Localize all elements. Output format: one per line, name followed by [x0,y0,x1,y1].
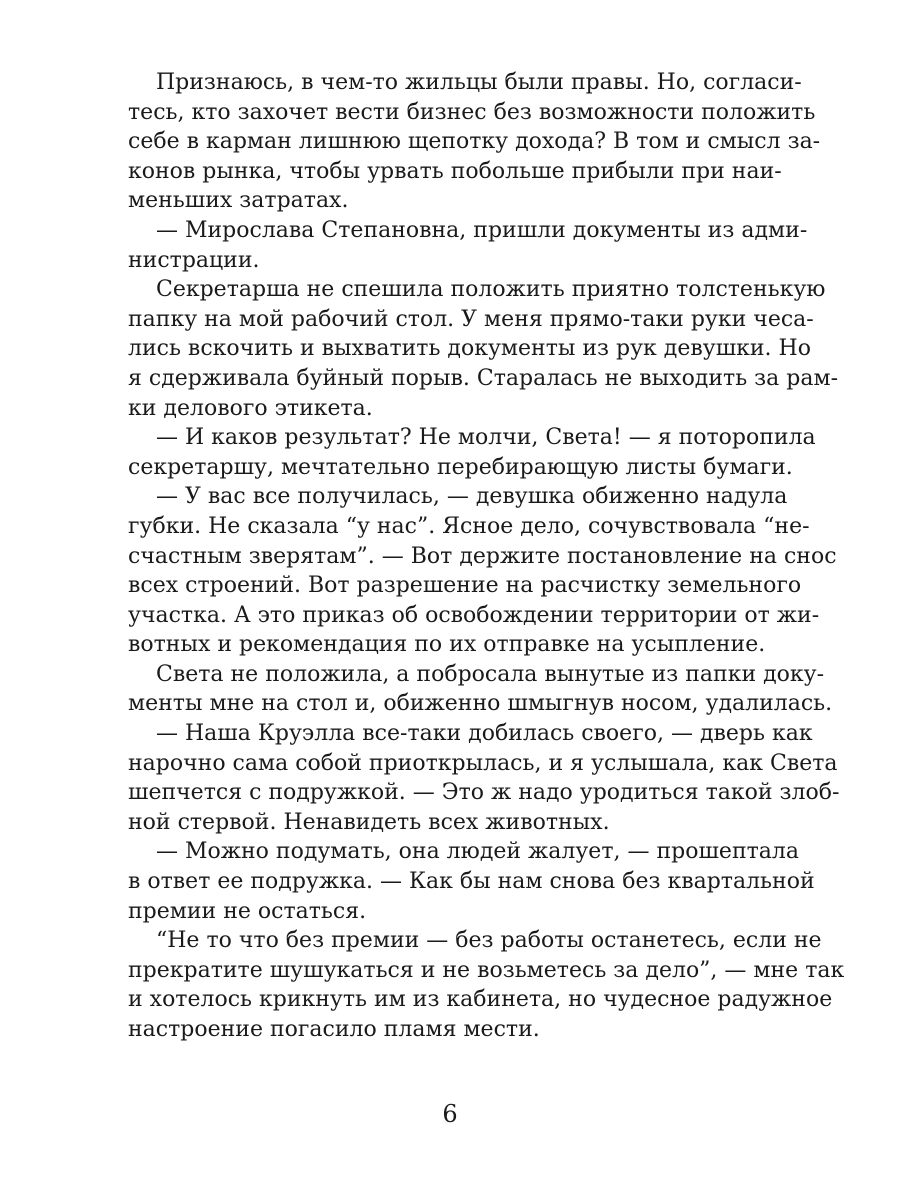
paragraph [128,837,815,926]
text-line: настроение погасило пламя мести. [128,1017,540,1042]
text-line: — У вас все получилась, — девушка обиженно надула [156,484,788,510]
text-line: — Мирослава Степановна, пришли документы из адми- [156,217,808,243]
text-line: “Не то что без премии — без работы останетесь, если не [156,928,822,954]
text-line: участка. А это приказ об освобождении территории от жи- [128,602,820,628]
text-line: всех строений. Вот разрешение на расчистку земельного [128,573,802,599]
text-line: Признаюсь, в чем-то жильцы были правы. Но, согласи- [156,70,802,95]
paragraph [128,68,821,216]
text-line: — Наша Круэлла все-таки добилась своего, — дверь как [156,721,813,747]
text-line: Света не положила, а побросала вынутые из папки доку- [156,661,825,687]
text-line: нистрации. [128,247,260,273]
text-line: папку на мой рабочий стол. У меня прямо-таки руки чеса- [128,306,814,332]
text-line: меньших затратах. [128,188,349,214]
text-line: в ответ ее подружка. — Как бы нам снова без квартальной [128,869,815,895]
text-line: премии не остаться. [128,898,367,924]
text-line: ки делового этикета. [128,395,373,421]
paragraph [128,660,833,719]
text-line: Секретарша не спешила положить приятно толстенькую [156,277,826,303]
text-line: вотных и рекомендация по их отправке на усыпление. [128,632,766,658]
body-text [128,68,845,1045]
text-line: менты мне на стол и, обиженно шмыгнув носом, удалилась. [128,691,833,717]
paragraph [128,482,837,660]
text-line: секретаршу, мечтательно перебирающую листы бумаги. [128,454,793,480]
text-line: прекратите шушукаться и не возьметесь за дело”, — мне так [128,957,845,983]
paragraph [128,216,808,275]
text-line: я сдерживала буйный порыв. Старалась не выходить за рам- [128,365,839,391]
text-line: лись вскочить и выхватить документы из рук девушки. Но [128,336,811,362]
page-number: 6 [442,1100,458,1128]
paragraph [128,926,845,1044]
text-line: счастным зверятам”. — Вот держите постановление на снос [128,543,837,569]
text-line: и хотелось крикнуть им из кабинета, но чудесное радужное [128,987,833,1013]
text-line: — Можно подумать, она людей жалует, — прошептала [156,839,799,865]
text-line: себе в карман лишнюю щепотку дохода? В том и смысл за- [128,129,821,155]
text-line: тесь, кто захочет вести бизнес без возможности положить [128,99,816,125]
paragraph [128,423,816,482]
text-line: шепчется с подружкой. — Это ж надо уродиться такой злоб- [128,780,840,806]
paragraph [128,275,839,423]
text-line: нарочно сама собой приоткрылась, и я услышала, как Света [128,750,838,776]
text-line: конов рынка, чтобы урвать побольше прибыли при наи- [128,158,782,184]
paragraph [128,719,840,837]
text-line: ной стервой. Ненавидеть всех животных. [128,809,610,835]
text-line: губки. Не сказала “у нас”. Ясное дело, сочувствовала “не- [128,513,810,539]
text-line: — И каков результат? Не молчи, Света! — я поторопила [156,425,816,451]
